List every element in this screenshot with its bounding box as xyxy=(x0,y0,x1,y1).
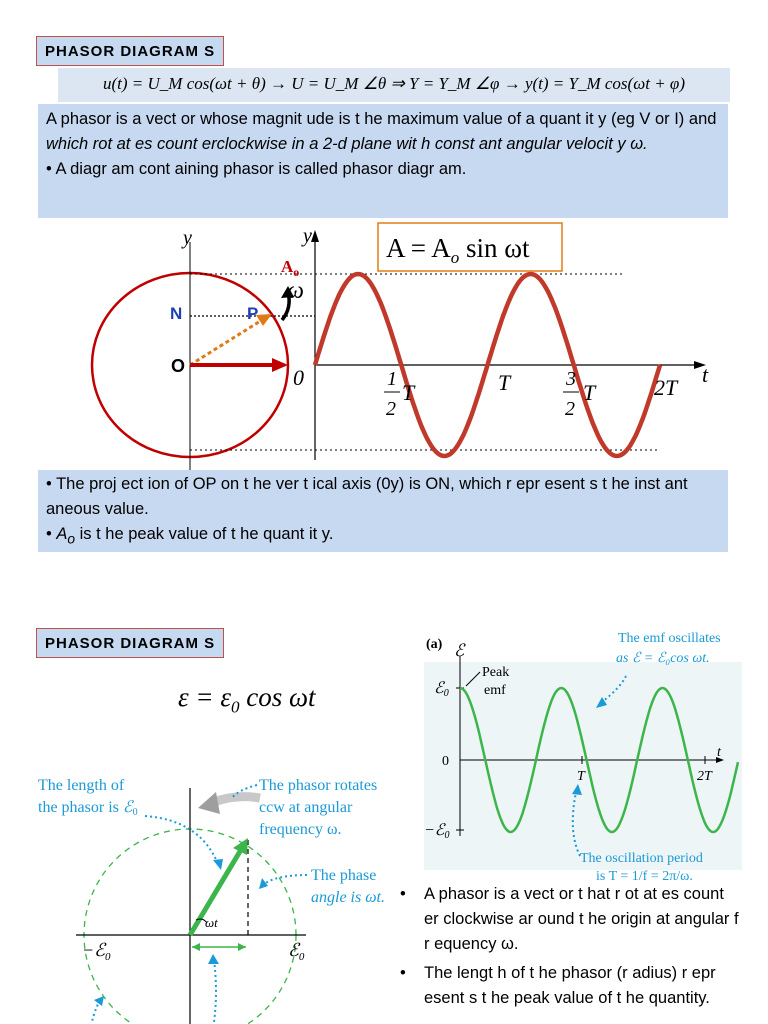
bottom-center-leader-arrow xyxy=(208,954,219,964)
wave-y-bottom: −ℰ0 xyxy=(424,822,450,841)
tick-3half-t: T xyxy=(583,380,596,405)
panel-label: (a) xyxy=(426,637,443,652)
y-axis-right-arrow xyxy=(311,230,319,242)
wave-plot-background xyxy=(424,662,742,870)
wave-y-symbol: ℰ xyxy=(454,641,465,660)
list-item: • The lengt h of t he phasor (r adius) r epr esent s t he peak value of t he quantity. xyxy=(400,964,716,1007)
tick-half-num: 1 xyxy=(387,368,397,390)
callout-rotate-line1: The phasor rotates xyxy=(259,777,378,794)
label-t: t xyxy=(702,362,709,387)
tick-half-den: 2 xyxy=(386,398,396,420)
label-o: O xyxy=(171,356,186,376)
length-leader-arrow xyxy=(213,859,223,870)
tick-3half-num: 3 xyxy=(566,368,576,390)
tick-t: T xyxy=(498,370,511,395)
ccw-rotation-arrow xyxy=(214,797,260,802)
emf-phasor-figure xyxy=(0,760,420,1024)
tick-3half-den: 2 xyxy=(565,398,575,420)
ccw-rotation-arrowhead xyxy=(198,792,220,814)
label-y-left: y xyxy=(183,227,192,249)
period-note-line1: The oscillation period xyxy=(580,851,703,866)
label-omega: ω xyxy=(287,278,304,304)
label-neg-emf: −ℰ$_0$ xyxy=(82,940,111,963)
intro-text: A phasor is a vect or whose magnit ude is t he maximum value of a quant it y (eg V or I) and which rot at es count erclockwise in a 2-d plane wit h const ant angular velocit y ω. xyxy=(46,110,717,153)
tick-2t: 2T xyxy=(654,375,678,400)
label-n: N xyxy=(170,304,183,323)
projection-panel xyxy=(38,470,728,552)
emf-note-line1: The emf oscillates xyxy=(618,631,721,646)
label-origin: 0 xyxy=(293,365,304,390)
peak-label-line2: emf xyxy=(484,683,506,698)
wave-x-T: T xyxy=(577,769,585,784)
tick-half-t: T xyxy=(402,380,415,405)
list-item: • A phasor is a vect or t hat r ot at es count er clockwise ar ound t he origin at angular f r equency ω. xyxy=(400,885,739,953)
equation-text: $A = A_o$ sin ωt xyxy=(386,233,530,267)
label-p: P xyxy=(247,304,259,323)
emf-equation: $\varepsilon = \varepsilon_0$ cos ωt xyxy=(178,682,316,717)
callout-length-line1: The length of xyxy=(38,777,125,794)
emf-wave-figure xyxy=(420,622,768,884)
wave-y-top: ℰ0 xyxy=(434,680,449,699)
callout-length-line2: the phasor is ℰ0 xyxy=(38,799,138,818)
projection-right-arrow xyxy=(238,943,246,951)
label-y-right: y xyxy=(303,225,312,247)
label-ao: $A_o$ xyxy=(281,257,300,279)
bottom-left-leader-arrow xyxy=(94,996,104,1006)
period-note-line2: is T = 1/f = 2π/ω. xyxy=(596,869,693,884)
projection-bullet: • The proj ect ion of OP on t he ver t ical axis (0y) is ON, which r epr esent s t he inst ant aneous value. xyxy=(46,475,688,518)
peak-bullet: • $A_o$ is t he peak value of t he quant it y. xyxy=(46,525,334,547)
length-leader xyxy=(145,816,218,864)
intro-panel xyxy=(38,104,728,218)
wave-x-t: t xyxy=(717,745,721,760)
wave-x-2T: 2T xyxy=(697,769,712,784)
slide-title-bottom: PHASOR DIAGRAM S xyxy=(36,628,224,658)
phase-leader xyxy=(263,875,307,885)
phasor-oa-arrowhead xyxy=(272,358,288,372)
callout-rotate-line3: frequency ω. xyxy=(259,821,342,838)
peak-label-line1: Peak xyxy=(482,665,510,680)
callout-phase-line2: angle is ωt. xyxy=(311,889,385,906)
emf-note-line2: as ℰ = ℰ₀cos ωt. xyxy=(616,651,710,666)
bottom-center-leader xyxy=(214,960,216,1022)
label-wt: ωt xyxy=(205,915,218,930)
slide-title-top: PHASOR DIAGRAM S xyxy=(36,36,224,66)
projection-left-arrow xyxy=(192,943,200,951)
callout-phase-line1: The phase xyxy=(311,867,377,884)
intro-bullet: • A diagr am cont aining phasor is called phasor diagr am. xyxy=(46,160,467,178)
wave-y-zero: 0 xyxy=(442,754,449,769)
phasor-op xyxy=(190,320,262,365)
phasor-sine-diagram xyxy=(0,220,768,470)
label-pos-emf: ℰ$_0$ xyxy=(288,940,305,963)
callout-rotate-line2: ccw at angular xyxy=(259,799,353,816)
phasor-formula: u(t) = U_M cos(ωt + θ) → U = U_M ∠θ ⇒ Y = Y_M ∠φ → y(t) = Y_M cos(ωt + φ) xyxy=(58,68,730,102)
phasor-bullet-list xyxy=(400,882,740,1015)
phasor-op-arrowhead xyxy=(256,314,272,326)
